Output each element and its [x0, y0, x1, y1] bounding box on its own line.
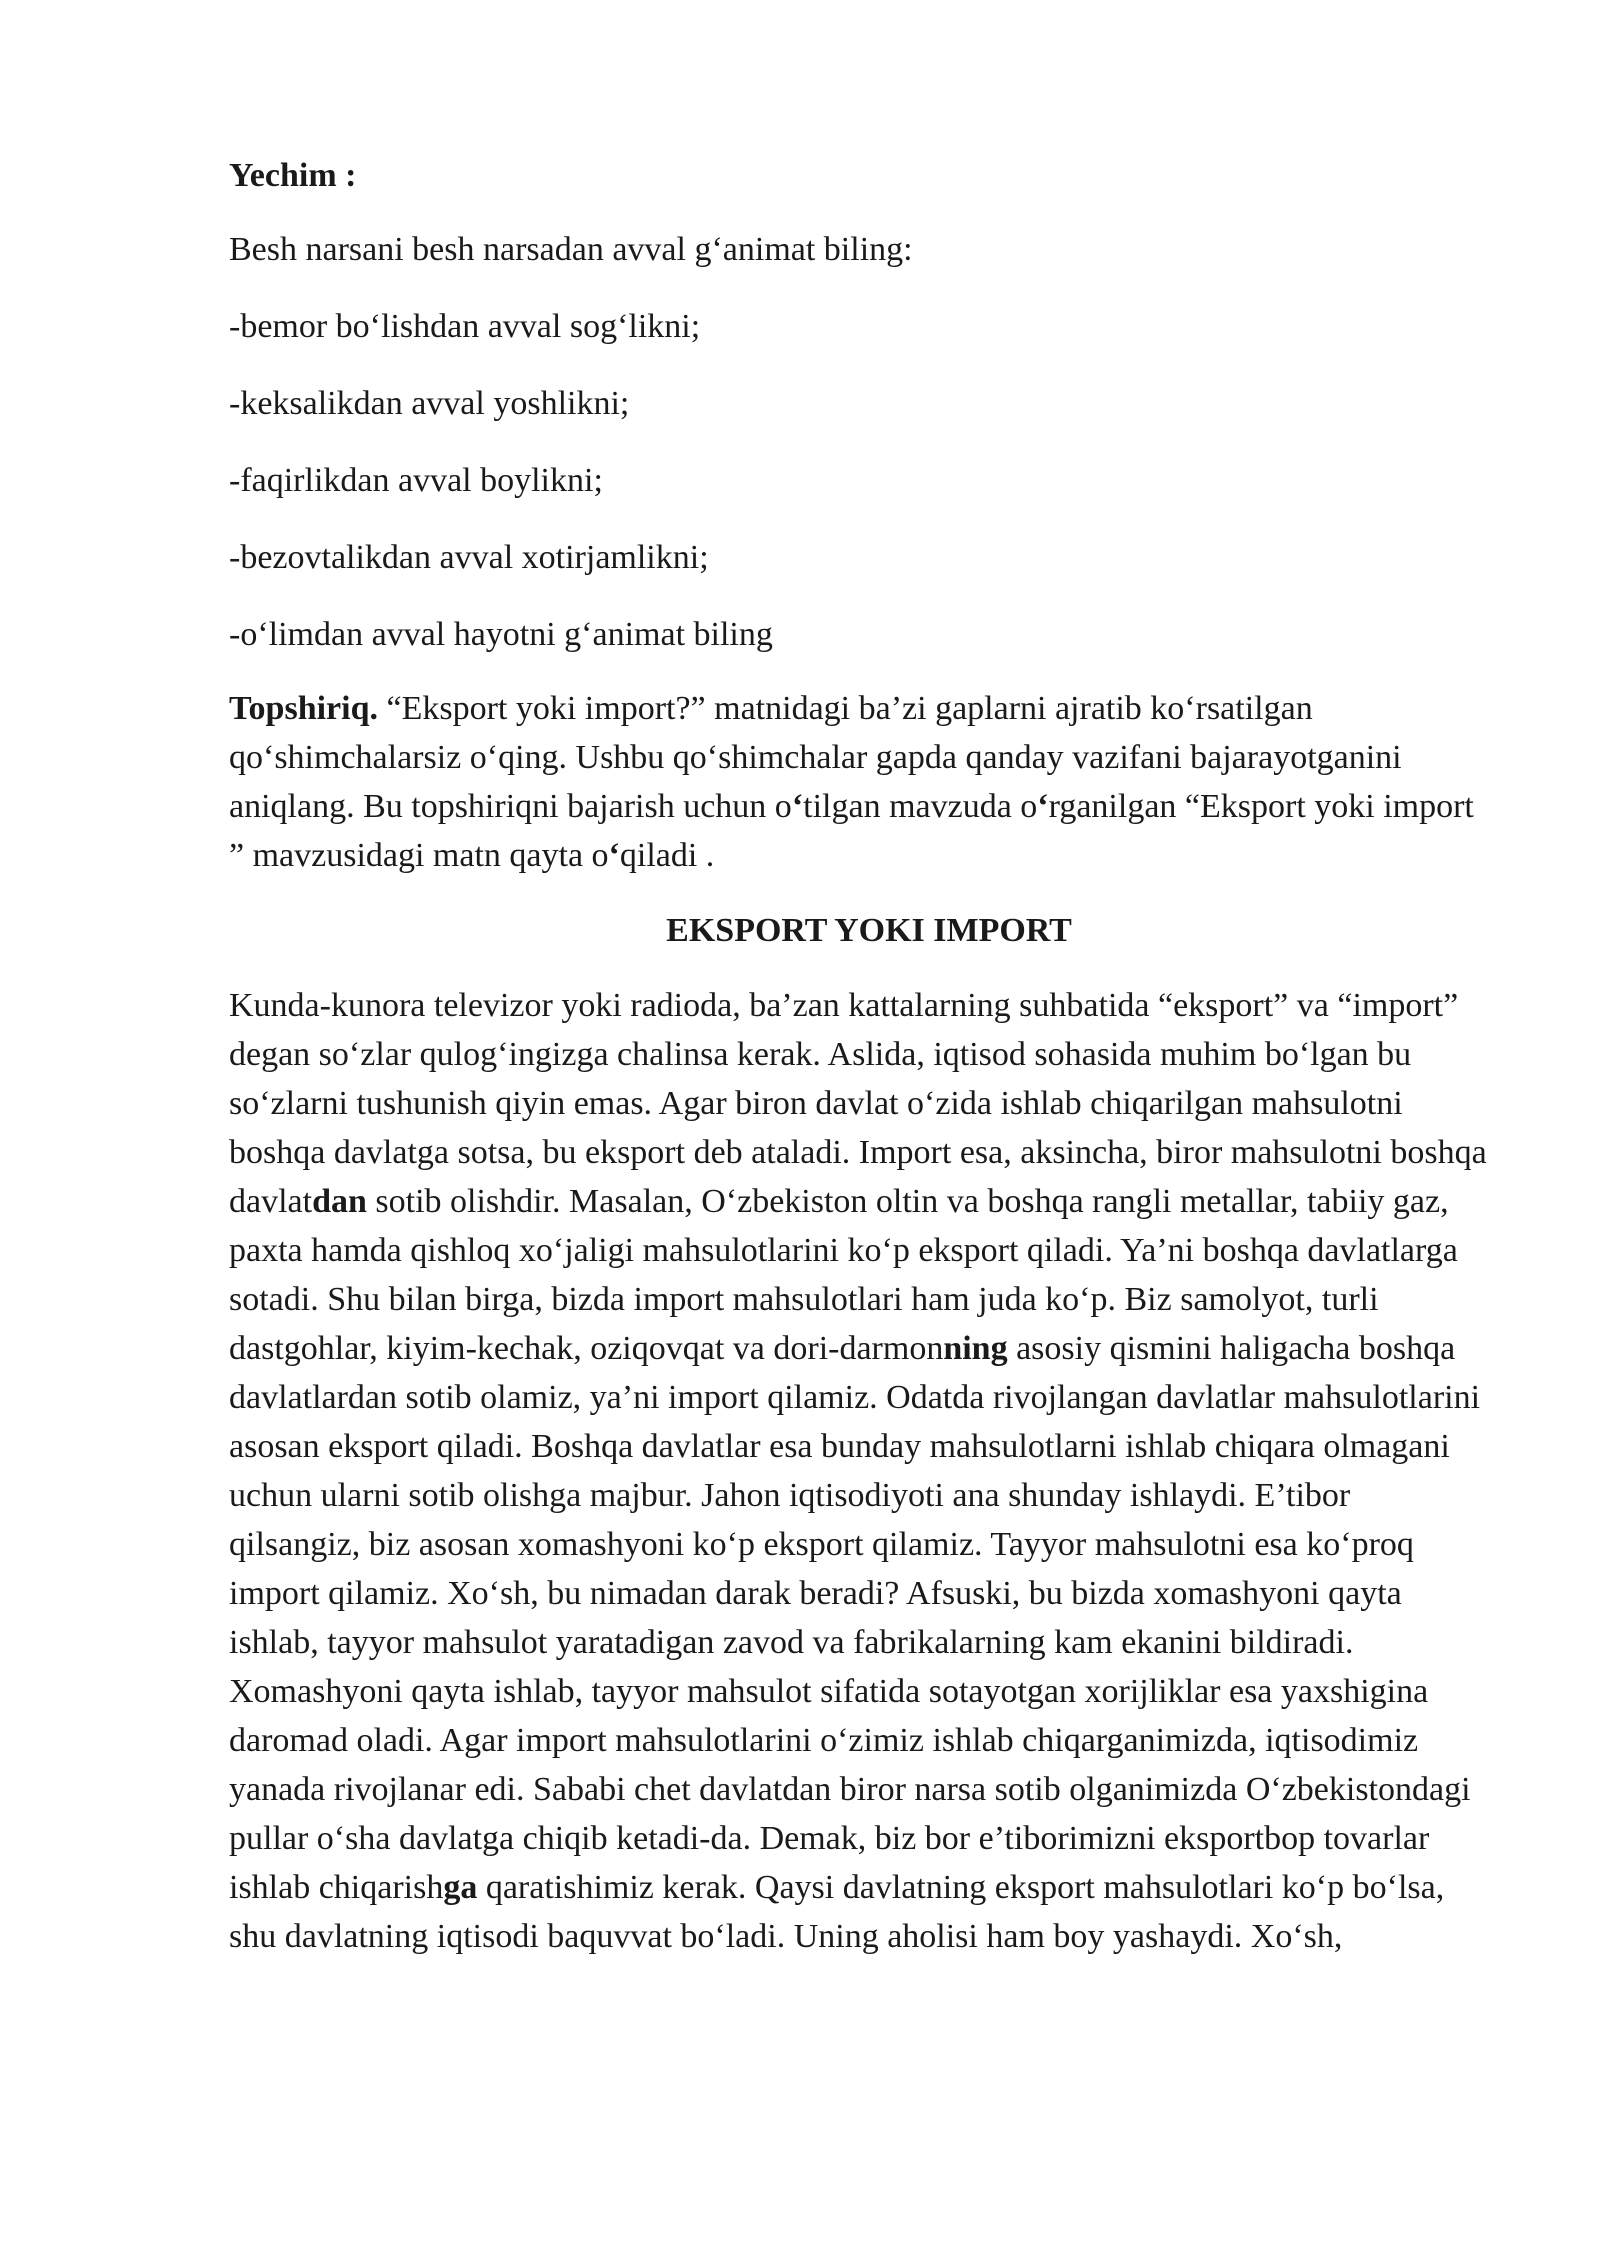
task-mark: ‘	[608, 837, 620, 874]
highlighted-suffix: ga	[443, 1869, 478, 1906]
highlighted-suffix: ning	[943, 1330, 1008, 1367]
article-text: sotib olishdir. Masalan, O‘zbekiston oltin va boshqa rangli metallar, tabiiy gaz, paxta hamda qishloq xo‘jaligi mahsulotlarini ko‘p eksport qiladi. Ya’ni boshqa davlatlarga sotadi. Shu bilan birga, bizda import mahsulotlari ham juda ko‘p. Biz samolyot, turli dastgohlar, kiyim-kechak, oziqovqat va dori-darmon	[229, 1183, 1458, 1367]
task-text: qiladi .	[619, 837, 715, 874]
task-mark: ‘	[1037, 788, 1049, 825]
list-item: -o‘limdan avval hayotni g‘animat biling	[229, 616, 773, 653]
list-item: -faqirlikdan avval boylikni;	[229, 462, 603, 499]
list-item: -keksalikdan avval yoshlikni;	[229, 385, 630, 422]
list-item: -bemor bo‘lishdan avval sog‘likni;	[229, 308, 701, 345]
task-text: tilgan mavzuda o	[803, 788, 1038, 825]
article-text: qaratishimiz kerak. Qaysi davlatning eksport mahsulotlari ko‘p bo‘lsa, shu davlatning iqtisodi baquvvat bo‘ladi. Uning aholisi ham boy yashaydi. Xo‘sh,	[229, 1869, 1445, 1955]
task-paragraph	[229, 684, 1489, 880]
article-body	[229, 981, 1489, 1961]
highlighted-suffix: dan	[312, 1183, 367, 1220]
article-text: asosiy qismini haligacha boshqa davlatlardan sotib olamiz, ya’ni import qilamiz. Odatda rivojlangan davlatlar mahsulotlarini asosan eksport qiladi. Boshqa davlatlar esa bunday mahsulotlarni ishlab chiqara olmagani uchun ularni sotib olishga majbur. Jahon iqtisodiyoti ana shunday ishlaydi. E’tibor qilsangiz, biz asosan xomashyoni ko‘p eksport qilamiz. Tayyor mahsulotni esa ko‘proq import qilamiz. Xo‘sh, bu nimadan darak beradi? Afsuski, bu bizda xomashyoni qayta ishlab, tayyor mahsulot yaratadigan zavod va fabrikalarning kam ekanini bildiradi. Xomashyoni qayta ishlab, tayyor mahsulot sifatida sotayotgan xorijliklar esa yaxshigina daromad oladi. Agar import mahsulotlarini o‘zimiz ishlab chiqarganimizda, iqtisodimiz yanada rivojlanar edi. Sababi chet davlatdan biror narsa sotib olganimizda O‘zbekistondagi pullar o‘sha davlatga chiqib ketadi-da. Demak, biz bor e’tiborimizni eksportbop tovarlar ishlab chiqarish	[229, 1330, 1481, 1906]
article-text: Kunda-kunora televizor yoki radioda, ba’zan kattalarning suhbatida “eksport” va “import” degan so‘zlar qulog‘ingizga chalinsa kerak. Aslida, iqtisod sohasida muhim bo‘lgan bu so‘zlarni tushunish qiyin emas. Agar biron davlat o‘zida ishlab chiqarilgan mahsulotni boshqa davlatga sotsa, bu eksport deb ataladi. Import esa, aksincha, biror mahsulotni boshqa davlat	[229, 987, 1487, 1220]
article-title: EKSPORT YOKI IMPORT	[666, 912, 1072, 949]
task-mark: ‘	[791, 788, 804, 825]
solution-intro: Besh narsani besh narsadan avval g‘animat biling:	[229, 231, 913, 268]
task-label: Topshiriq.	[229, 690, 378, 727]
solution-heading: Yechim :	[229, 157, 357, 194]
task-text: “Eksport yoki import?” matnidagi ba’zi gaplarni ajratib ko‘rsatilgan qo‘shimchalarsiz o‘qing. Ushbu qo‘shimchalar gapda qanday vazifani bajarayotganini aniqlang. Bu topshiriqni bajarish uchun o	[229, 690, 1402, 825]
document-page	[229, 148, 1489, 1961]
list-item: -bezovtalikdan avval xotirjamlikni;	[229, 539, 709, 576]
task-text: rganilgan “Eksport yoki import ” mavzusidagi matn qayta o	[229, 788, 1474, 874]
